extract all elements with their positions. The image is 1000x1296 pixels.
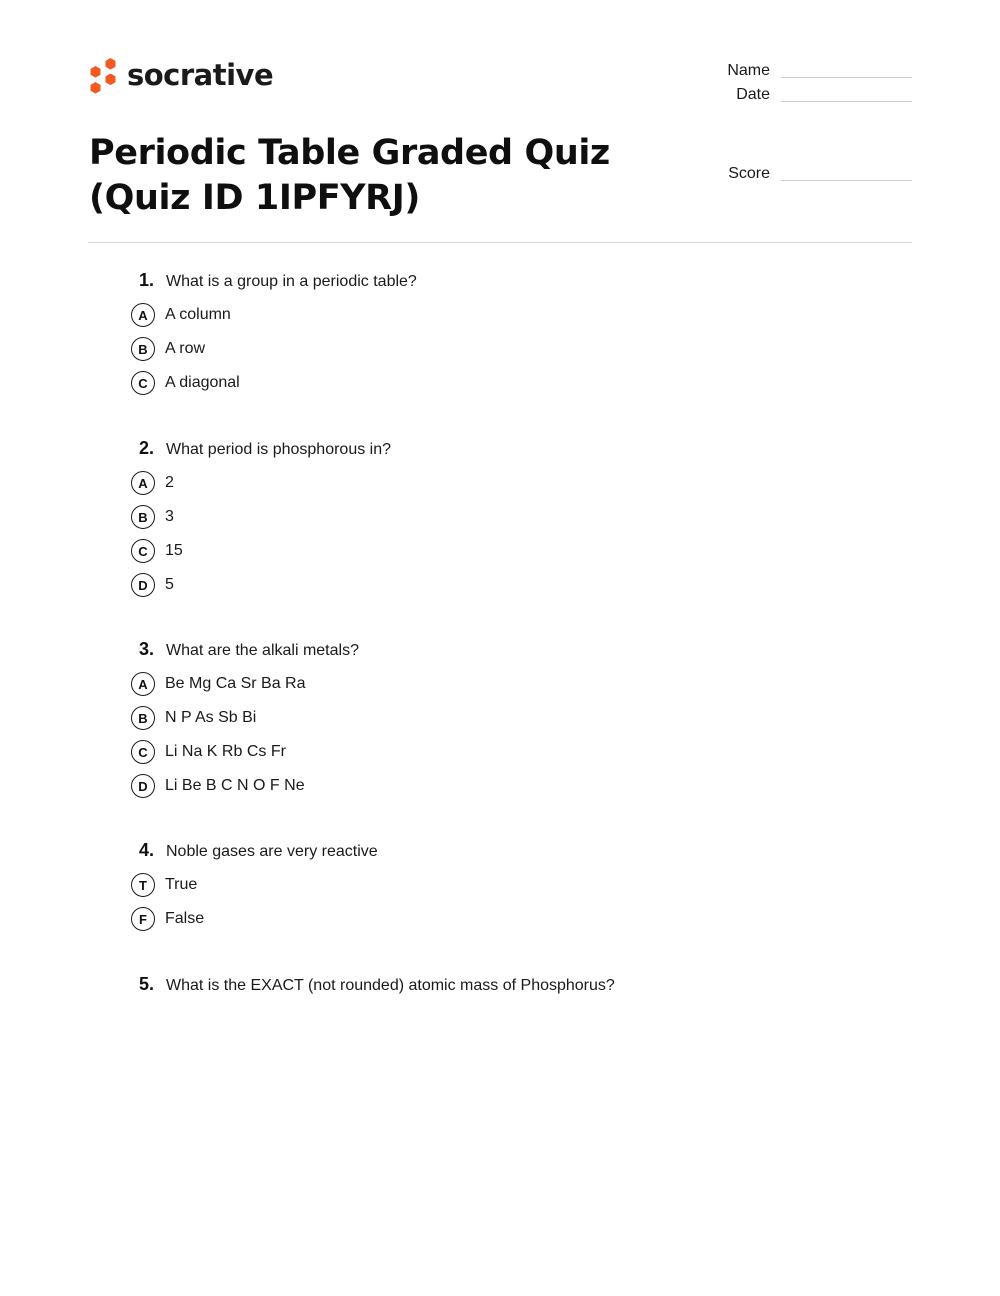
answer-text: A diagonal	[165, 374, 240, 391]
answer-text: Li Be B C N O F Ne	[165, 777, 305, 794]
answer-option-d[interactable]	[130, 568, 391, 602]
question-4	[130, 840, 378, 936]
answer-bubble-c[interactable]: C	[131, 740, 155, 764]
question-number: 5.	[138, 974, 154, 994]
answer-bubble-d[interactable]: D	[131, 573, 155, 597]
socrative-logo	[88, 57, 273, 97]
question-text: What is the EXACT (not rounded) atomic mass of Phosphorus?	[166, 977, 615, 994]
answer-text: 2	[165, 474, 174, 491]
date-blank-line[interactable]	[781, 100, 912, 102]
question-header	[130, 438, 391, 466]
answer-option-d[interactable]	[130, 769, 359, 803]
answer-option-a[interactable]	[130, 466, 391, 500]
brand-name: socrative	[127, 58, 274, 92]
answer-text: True	[165, 876, 198, 893]
answer-bubble-t[interactable]: T	[131, 873, 155, 897]
question-number: 1.	[138, 270, 154, 290]
answer-text: N P As Sb Bi	[165, 709, 257, 726]
question-number: 4.	[138, 840, 154, 860]
answer-option-b[interactable]	[130, 701, 359, 735]
answer-option-b[interactable]	[130, 332, 417, 366]
score-label: Score	[728, 165, 770, 182]
answer-option-c[interactable]	[130, 735, 359, 769]
answer-option-b[interactable]	[130, 500, 391, 534]
answer-option-false[interactable]	[130, 902, 378, 936]
answer-option-c[interactable]	[130, 534, 391, 568]
question-number: 2.	[138, 438, 154, 458]
answer-text: False	[165, 910, 205, 927]
name-blank-line[interactable]	[781, 76, 912, 78]
answer-bubble-a[interactable]: A	[131, 471, 155, 495]
question-header	[130, 840, 378, 868]
answer-bubble-a[interactable]: A	[131, 303, 155, 327]
question-5	[130, 974, 615, 1002]
answer-text: A row	[165, 340, 206, 357]
answer-text: 3	[165, 508, 174, 525]
date-label: Date	[736, 86, 770, 103]
answer-option-c[interactable]	[130, 366, 417, 400]
answer-bubble-b[interactable]: B	[131, 337, 155, 361]
answer-option-a[interactable]	[130, 667, 359, 701]
hexagon-cluster-icon	[88, 57, 118, 97]
question-text: What are the alkali metals?	[166, 642, 359, 659]
question-text: What period is phosphorous in?	[166, 441, 392, 458]
answer-bubble-b[interactable]: B	[131, 706, 155, 730]
answer-text: Be Mg Ca Sr Ba Ra	[165, 675, 306, 692]
answer-text: 5	[165, 576, 174, 593]
question-3	[130, 639, 359, 803]
question-2	[130, 438, 391, 602]
header-divider	[88, 242, 912, 243]
question-header	[130, 974, 615, 1002]
date-field[interactable]	[700, 86, 912, 104]
score-blank-line[interactable]	[781, 179, 912, 181]
answer-bubble-c[interactable]: C	[131, 539, 155, 563]
question-number: 3.	[138, 639, 154, 659]
question-header	[130, 639, 359, 667]
question-text: What is a group in a periodic table?	[166, 273, 417, 290]
answer-option-a[interactable]	[130, 298, 417, 332]
answer-bubble-d[interactable]: D	[131, 774, 155, 798]
question-1	[130, 270, 417, 400]
answer-option-true[interactable]	[130, 868, 378, 902]
answer-bubble-f[interactable]: F	[131, 907, 155, 931]
answer-text: Li Na K Rb Cs Fr	[165, 743, 286, 760]
answer-bubble-c[interactable]: C	[131, 371, 155, 395]
answer-text: 15	[165, 542, 183, 559]
score-field[interactable]	[700, 165, 912, 183]
question-header	[130, 270, 417, 298]
question-text: Noble gases are very reactive	[166, 843, 378, 860]
answer-bubble-b[interactable]: B	[131, 505, 155, 529]
answer-text: A column	[165, 306, 231, 323]
name-field[interactable]	[700, 62, 912, 80]
name-label: Name	[727, 62, 770, 79]
answer-bubble-a[interactable]: A	[131, 672, 155, 696]
quiz-title: Periodic Table Graded Quiz (Quiz ID 1IPFYRJ)	[89, 133, 610, 218]
